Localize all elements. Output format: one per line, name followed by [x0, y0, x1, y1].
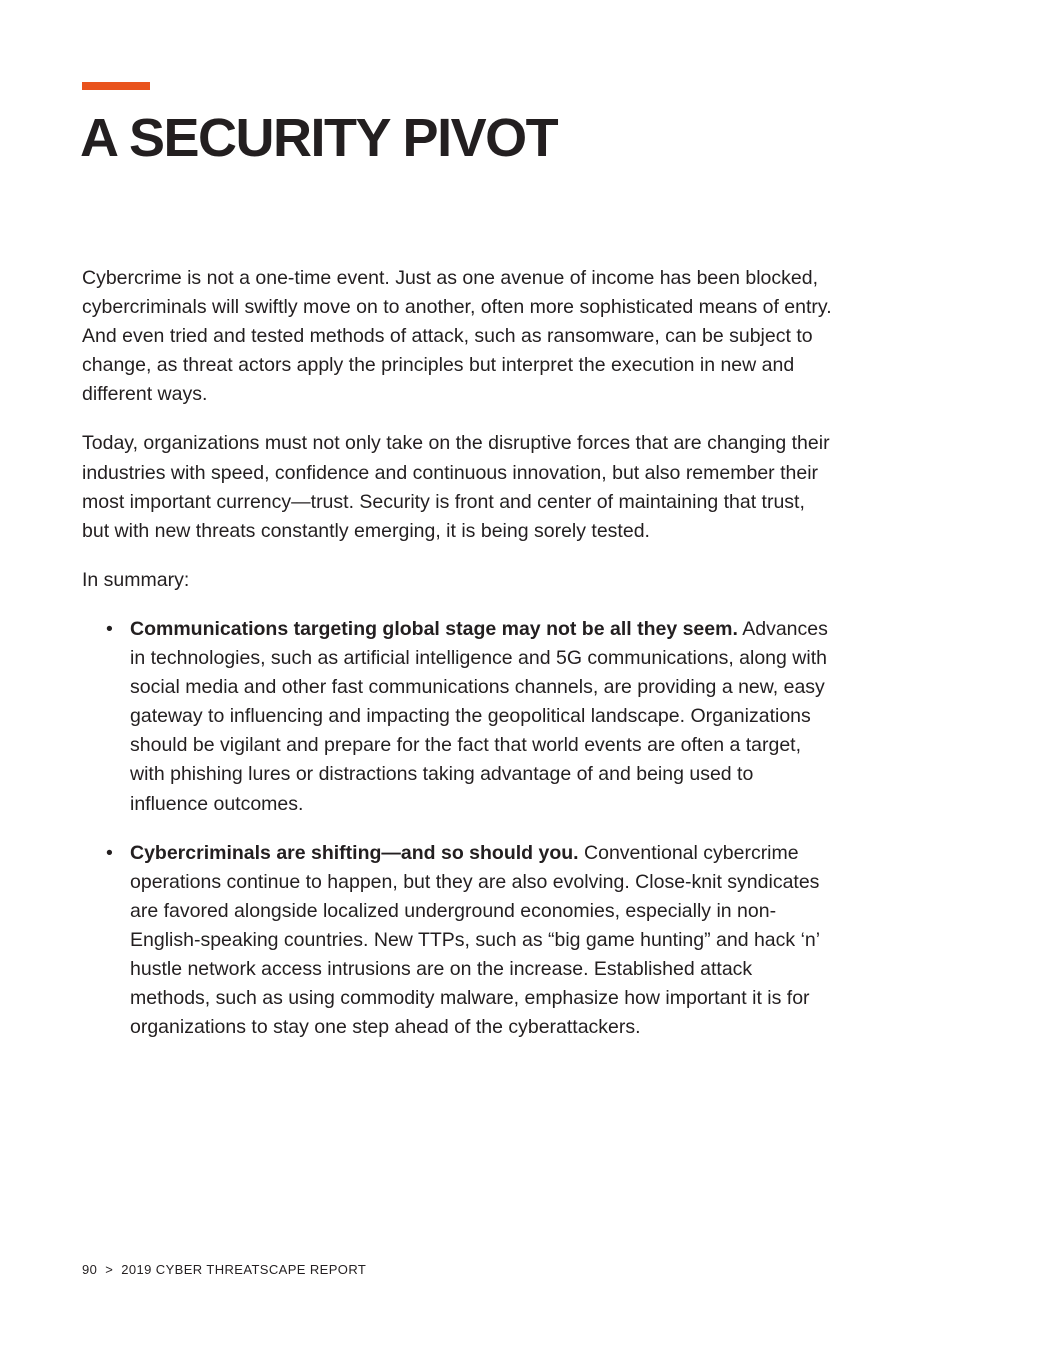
page-footer	[82, 1262, 366, 1277]
title-accent-bar	[82, 82, 150, 90]
bullet-body-text: Conventional cybercrime operations continue to happen, but they are also evolving. Close-knit syndicates are favored alongside localized underground economies, especially in non-English-speaking countries. New TTPs, such as “big game hunting” and hack ‘n’ hustle network access intrusions are on the increase. Established attack methods, such as using commodity malware, emphasize how important it is for organizations to stay one step ahead of the cyberattackers.	[130, 841, 820, 1039]
bullet-item	[82, 615, 834, 819]
report-title: 2019 CYBER THREATSCAPE REPORT	[121, 1262, 367, 1277]
context-paragraph: Today, organizations must not only take on the disruptive forces that are changing their industries with speed, confidence and continuous innovation, but also remember their most important currency—trust. Security is front and center of maintaining that trust, but with new threats constantly emerging, it is being sorely tested.	[82, 432, 830, 542]
page-title: A SECURITY PIVOT	[80, 108, 558, 168]
footer-separator: >	[105, 1262, 114, 1277]
summary-label: In summary:	[82, 568, 190, 591]
page-number: 90	[82, 1262, 98, 1277]
intro-paragraph: Cybercrime is not a one-time event. Just as one avenue of income has been blocked, cybercriminals will swiftly move on to another, often more sophisticated means of entry. And even tried and tested methods of attack, such as ransomware, can be subject to change, as threat actors apply the principles but interpret the execution in new and different ways.	[82, 267, 832, 406]
bullet-marker: •	[106, 617, 113, 640]
bullet-lead-text: Cybercriminals are shifting—and so should you.	[130, 841, 579, 864]
bullet-body-text: Advances in technologies, such as artificial intelligence and 5G communications, along with social media and other fast communications channels, are providing a new, easy gateway to influencing and impacting the geopolitical landscape. Organizations should be vigilant and prepare for the fact that world events are often a target, with phishing lures or distractions taking advantage of and being used to influence outcomes.	[130, 617, 828, 815]
bullet-item	[82, 839, 834, 1043]
body-content	[82, 264, 834, 1062]
summary-bullet-list	[82, 615, 834, 1042]
bullet-lead-text: Communications targeting global stage may not be all they seem.	[130, 617, 738, 640]
bullet-marker: •	[106, 841, 113, 864]
